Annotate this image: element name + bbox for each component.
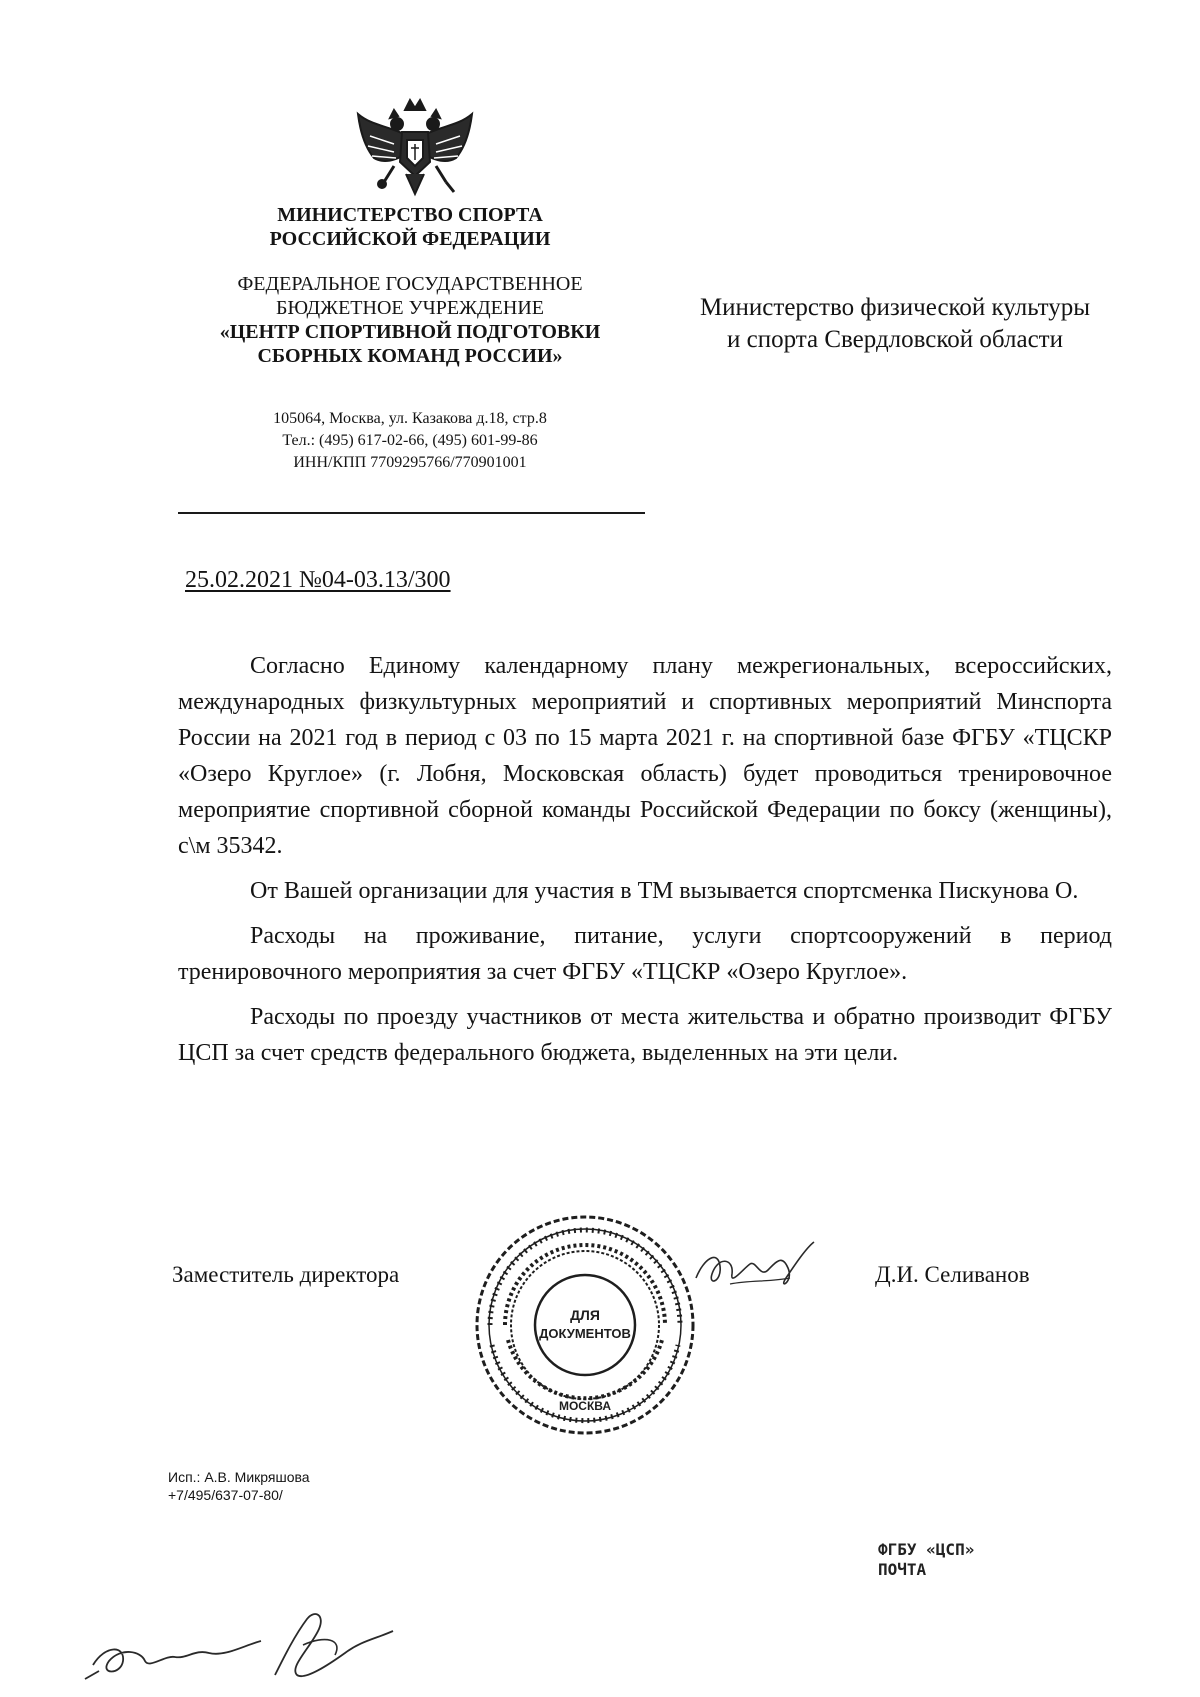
signatory-name: Д.И. Селиванов [875,1262,1030,1287]
letter-body [178,648,1112,1080]
recipient-line1: Министерство физической культуры [699,294,1091,321]
organization-name-line4: СБОРНЫХ КОМАНД РОССИИ» [257,345,563,367]
seal-center-text-line1: ДЛЯ [570,1307,600,1323]
ministry-name-line2: РОССИЙСКОЙ ФЕДЕРАЦИИ [269,228,551,250]
letterhead-divider [178,512,645,514]
recipient-line2: и спорта Свердловской области [727,326,1063,353]
signatory-role: Заместитель директора [172,1262,400,1287]
organization-address: 105064, Москва, ул. Казакова д.18, стр.8 [273,410,547,427]
organization-inn: ИНН/КПП 7709295766/770901001 [293,454,527,471]
organization-name-line2: БЮДЖЕТНОЕ УЧРЕЖДЕНИЕ [275,297,545,319]
organization-phones: Тел.: (495) 617-02-66, (495) 601-99-86 [282,432,538,449]
seal-bottom-text: МОСКВА [558,1399,612,1413]
mail-stamp-line1: ФГБУ «ЦСП» [878,1540,975,1559]
body-paragraph: Расходы на проживание, питание, услуги спортсооружений в период тренировочного мероприятия за счет ФГБУ «ТЦСКР «Озеро Круглое». [178,923,1112,985]
registration-number: 25.02.2021 №04-03.13/300 [185,567,451,593]
executor-name: Исп.: А.В. Микряшова [168,1469,310,1485]
organization-name [170,272,650,368]
body-paragraph: От Вашей организации для участия в ТМ вызывается спортсменка Пискунова О. [250,878,1079,904]
organization-name-line1: ФЕДЕРАЛЬНОЕ ГОСУДАРСТВЕННОЕ [237,273,583,295]
seal-center-text-line2: ДОКУМЕНТОВ [539,1326,631,1341]
organization-name-line3: «ЦЕНТР СПОРТИВНОЙ ПОДГОТОВКИ [219,321,601,343]
ministry-name-line1: МИНИСТЕРСТВО СПОРТА [277,204,543,226]
handwritten-initials [75,1605,415,1685]
handwritten-signature [690,1238,820,1298]
organization-contacts [170,408,650,474]
body-paragraph: Согласно Единому календарному плану межрегиональных, всероссийских, международных физкультурных мероприятий и спортивных мероприятий Минспорта России на 2021 год в период с 03 по 15 марта 2021 г. на спортивной базе ФГБУ «ТЦСКР «Озеро Круглое» (г. Лобня, Московская область) будет проводиться тренировочное мероприятие спортивной сборной команды Российской Федерации по боксу (женщины), с\м 35342. [178,653,1112,859]
executor-phone: +7/495/637-07-80/ [168,1487,283,1503]
ministry-name [170,203,650,251]
official-seal-stamp [470,1210,700,1440]
recipient-block [660,292,1130,356]
mail-stamp-line2: ПОЧТА [878,1560,927,1579]
coat-of-arms-emblem-icon [350,96,480,206]
executor-info [168,1468,310,1504]
mail-stamp [878,1540,974,1580]
body-paragraph: Расходы по проезду участников от места жительства и обратно производит ФГБУ ЦСП за счет средств федерального бюджета, выделенных на эти цели. [178,1004,1112,1066]
